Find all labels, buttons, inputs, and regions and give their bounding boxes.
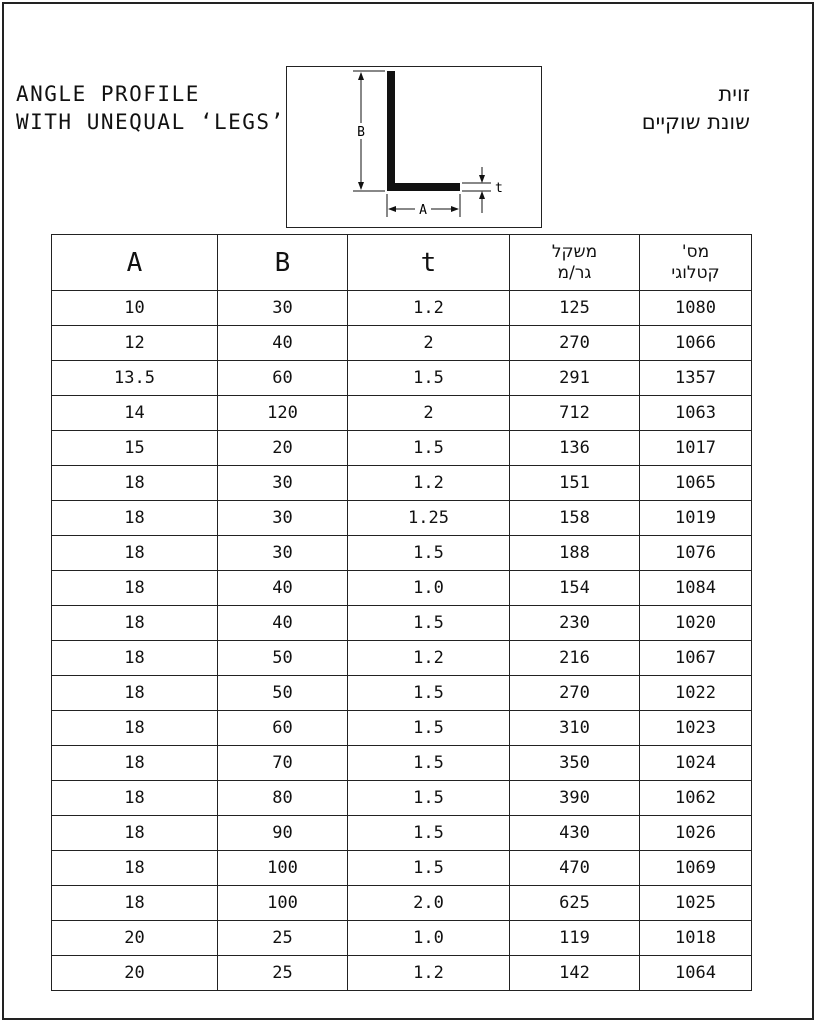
cell-a: 13.5 bbox=[52, 361, 218, 396]
table-header-row bbox=[52, 235, 752, 291]
table-row bbox=[52, 606, 752, 641]
table-row bbox=[52, 816, 752, 851]
cell-catalog: 1018 bbox=[640, 921, 752, 956]
angle-profile-drawing bbox=[287, 67, 541, 227]
cell-b: 50 bbox=[218, 676, 348, 711]
cell-catalog: 1084 bbox=[640, 571, 752, 606]
cell-catalog: 1025 bbox=[640, 886, 752, 921]
cell-a: 18 bbox=[52, 816, 218, 851]
profile-table bbox=[51, 234, 752, 991]
cell-b: 40 bbox=[218, 606, 348, 641]
cell-b: 25 bbox=[218, 921, 348, 956]
cell-weight: 390 bbox=[510, 781, 640, 816]
table-row bbox=[52, 641, 752, 676]
cell-t: 1.5 bbox=[348, 676, 510, 711]
cell-catalog: 1020 bbox=[640, 606, 752, 641]
cell-t: 1.2 bbox=[348, 641, 510, 676]
cell-a: 18 bbox=[52, 501, 218, 536]
cell-t: 1.5 bbox=[348, 816, 510, 851]
cell-weight: 712 bbox=[510, 396, 640, 431]
table-row bbox=[52, 781, 752, 816]
cell-b: 30 bbox=[218, 291, 348, 326]
table-row bbox=[52, 396, 752, 431]
cell-catalog: 1023 bbox=[640, 711, 752, 746]
dim-a-arrow-left bbox=[388, 206, 396, 212]
cell-b: 50 bbox=[218, 641, 348, 676]
cell-b: 20 bbox=[218, 431, 348, 466]
cell-t: 2 bbox=[348, 326, 510, 361]
cell-t: 1.5 bbox=[348, 781, 510, 816]
cell-a: 20 bbox=[52, 921, 218, 956]
header-catalog-line1: מס' bbox=[681, 241, 710, 262]
cell-t: 1.5 bbox=[348, 851, 510, 886]
dim-b-arrow-bottom bbox=[358, 182, 364, 190]
cell-a: 18 bbox=[52, 571, 218, 606]
dim-b-label: B bbox=[357, 125, 365, 140]
cell-catalog: 1062 bbox=[640, 781, 752, 816]
table-row bbox=[52, 956, 752, 991]
cell-t: 1.5 bbox=[348, 606, 510, 641]
cell-a: 18 bbox=[52, 851, 218, 886]
cell-weight: 270 bbox=[510, 326, 640, 361]
cell-t: 1.5 bbox=[348, 431, 510, 466]
header-catalog bbox=[640, 235, 752, 291]
table-row bbox=[52, 291, 752, 326]
dim-t-arrow-top bbox=[479, 175, 485, 183]
cell-b: 30 bbox=[218, 466, 348, 501]
cell-a: 14 bbox=[52, 396, 218, 431]
title-english-line1: ANGLE PROFILE bbox=[16, 82, 200, 106]
cell-catalog: 1022 bbox=[640, 676, 752, 711]
cell-t: 1.5 bbox=[348, 711, 510, 746]
header-a: A bbox=[52, 235, 218, 291]
table-row bbox=[52, 746, 752, 781]
cell-t: 1.5 bbox=[348, 536, 510, 571]
header-weight-line1: משקל bbox=[551, 241, 598, 262]
cell-catalog: 1357 bbox=[640, 361, 752, 396]
cell-b: 25 bbox=[218, 956, 348, 991]
cell-weight: 230 bbox=[510, 606, 640, 641]
dim-t-label: t bbox=[495, 181, 503, 196]
table-row bbox=[52, 571, 752, 606]
cell-weight: 216 bbox=[510, 641, 640, 676]
cell-weight: 142 bbox=[510, 956, 640, 991]
table-row bbox=[52, 921, 752, 956]
cell-weight: 291 bbox=[510, 361, 640, 396]
table-row bbox=[52, 466, 752, 501]
cell-catalog: 1024 bbox=[640, 746, 752, 781]
cell-weight: 310 bbox=[510, 711, 640, 746]
cell-t: 2 bbox=[348, 396, 510, 431]
table-row bbox=[52, 851, 752, 886]
cell-t: 1.5 bbox=[348, 746, 510, 781]
table-row bbox=[52, 886, 752, 921]
header-weight-line2: גר/מ bbox=[557, 262, 592, 283]
cell-a: 18 bbox=[52, 606, 218, 641]
cell-catalog: 1063 bbox=[640, 396, 752, 431]
cell-b: 30 bbox=[218, 536, 348, 571]
cell-a: 15 bbox=[52, 431, 218, 466]
cell-catalog: 1026 bbox=[640, 816, 752, 851]
cell-catalog: 1064 bbox=[640, 956, 752, 991]
header-weight bbox=[510, 235, 640, 291]
table-row bbox=[52, 326, 752, 361]
table-row bbox=[52, 361, 752, 396]
dim-a-label: A bbox=[419, 203, 427, 218]
cell-b: 120 bbox=[218, 396, 348, 431]
cell-a: 18 bbox=[52, 746, 218, 781]
dim-t-arrow-bottom bbox=[479, 191, 485, 199]
cell-weight: 625 bbox=[510, 886, 640, 921]
title-hebrew bbox=[642, 80, 750, 136]
cell-weight: 350 bbox=[510, 746, 640, 781]
cell-t: 1.2 bbox=[348, 466, 510, 501]
cell-weight: 136 bbox=[510, 431, 640, 466]
cell-b: 100 bbox=[218, 851, 348, 886]
cell-catalog: 1069 bbox=[640, 851, 752, 886]
cell-catalog: 1076 bbox=[640, 536, 752, 571]
cell-weight: 430 bbox=[510, 816, 640, 851]
cell-catalog: 1066 bbox=[640, 326, 752, 361]
dim-b-arrow-top bbox=[358, 72, 364, 80]
cell-a: 18 bbox=[52, 641, 218, 676]
cell-catalog: 1017 bbox=[640, 431, 752, 466]
cell-b: 40 bbox=[218, 571, 348, 606]
cell-a: 10 bbox=[52, 291, 218, 326]
cell-a: 18 bbox=[52, 886, 218, 921]
cell-catalog: 1019 bbox=[640, 501, 752, 536]
cell-b: 80 bbox=[218, 781, 348, 816]
cell-a: 18 bbox=[52, 466, 218, 501]
cell-b: 30 bbox=[218, 501, 348, 536]
table-row bbox=[52, 431, 752, 466]
cell-a: 18 bbox=[52, 781, 218, 816]
cell-a: 18 bbox=[52, 711, 218, 746]
cell-weight: 151 bbox=[510, 466, 640, 501]
cell-catalog: 1080 bbox=[640, 291, 752, 326]
cell-b: 100 bbox=[218, 886, 348, 921]
cell-catalog: 1065 bbox=[640, 466, 752, 501]
cell-t: 1.2 bbox=[348, 956, 510, 991]
cell-a: 18 bbox=[52, 536, 218, 571]
header-catalog-line2: קטלוגי bbox=[671, 262, 720, 283]
cell-catalog: 1067 bbox=[640, 641, 752, 676]
dim-a-arrow-right bbox=[451, 206, 459, 212]
cell-weight: 125 bbox=[510, 291, 640, 326]
angle-profile-diagram bbox=[286, 66, 542, 228]
cell-weight: 154 bbox=[510, 571, 640, 606]
cell-weight: 119 bbox=[510, 921, 640, 956]
cell-b: 60 bbox=[218, 361, 348, 396]
cell-t: 1.0 bbox=[348, 921, 510, 956]
cell-t: 1.2 bbox=[348, 291, 510, 326]
cell-weight: 270 bbox=[510, 676, 640, 711]
title-hebrew-line1: זוית bbox=[718, 82, 750, 106]
cell-weight: 158 bbox=[510, 501, 640, 536]
title-english bbox=[16, 80, 285, 136]
cell-t: 1.5 bbox=[348, 361, 510, 396]
cell-b: 90 bbox=[218, 816, 348, 851]
table-row bbox=[52, 536, 752, 571]
cell-weight: 470 bbox=[510, 851, 640, 886]
table-row bbox=[52, 676, 752, 711]
cell-b: 70 bbox=[218, 746, 348, 781]
cell-b: 60 bbox=[218, 711, 348, 746]
header-b: B bbox=[218, 235, 348, 291]
cell-t: 2.0 bbox=[348, 886, 510, 921]
cell-b: 40 bbox=[218, 326, 348, 361]
cell-a: 20 bbox=[52, 956, 218, 991]
cell-weight: 188 bbox=[510, 536, 640, 571]
table-row bbox=[52, 501, 752, 536]
title-english-line2: WITH UNEQUAL ‘LEGS’ bbox=[16, 110, 285, 134]
cell-t: 1.25 bbox=[348, 501, 510, 536]
l-profile-shape bbox=[387, 71, 460, 191]
table-body bbox=[52, 291, 752, 991]
header-t: t bbox=[348, 235, 510, 291]
cell-a: 18 bbox=[52, 676, 218, 711]
cell-a: 12 bbox=[52, 326, 218, 361]
title-hebrew-line2: שונת שוקיים bbox=[641, 110, 750, 134]
cell-t: 1.0 bbox=[348, 571, 510, 606]
table-row bbox=[52, 711, 752, 746]
